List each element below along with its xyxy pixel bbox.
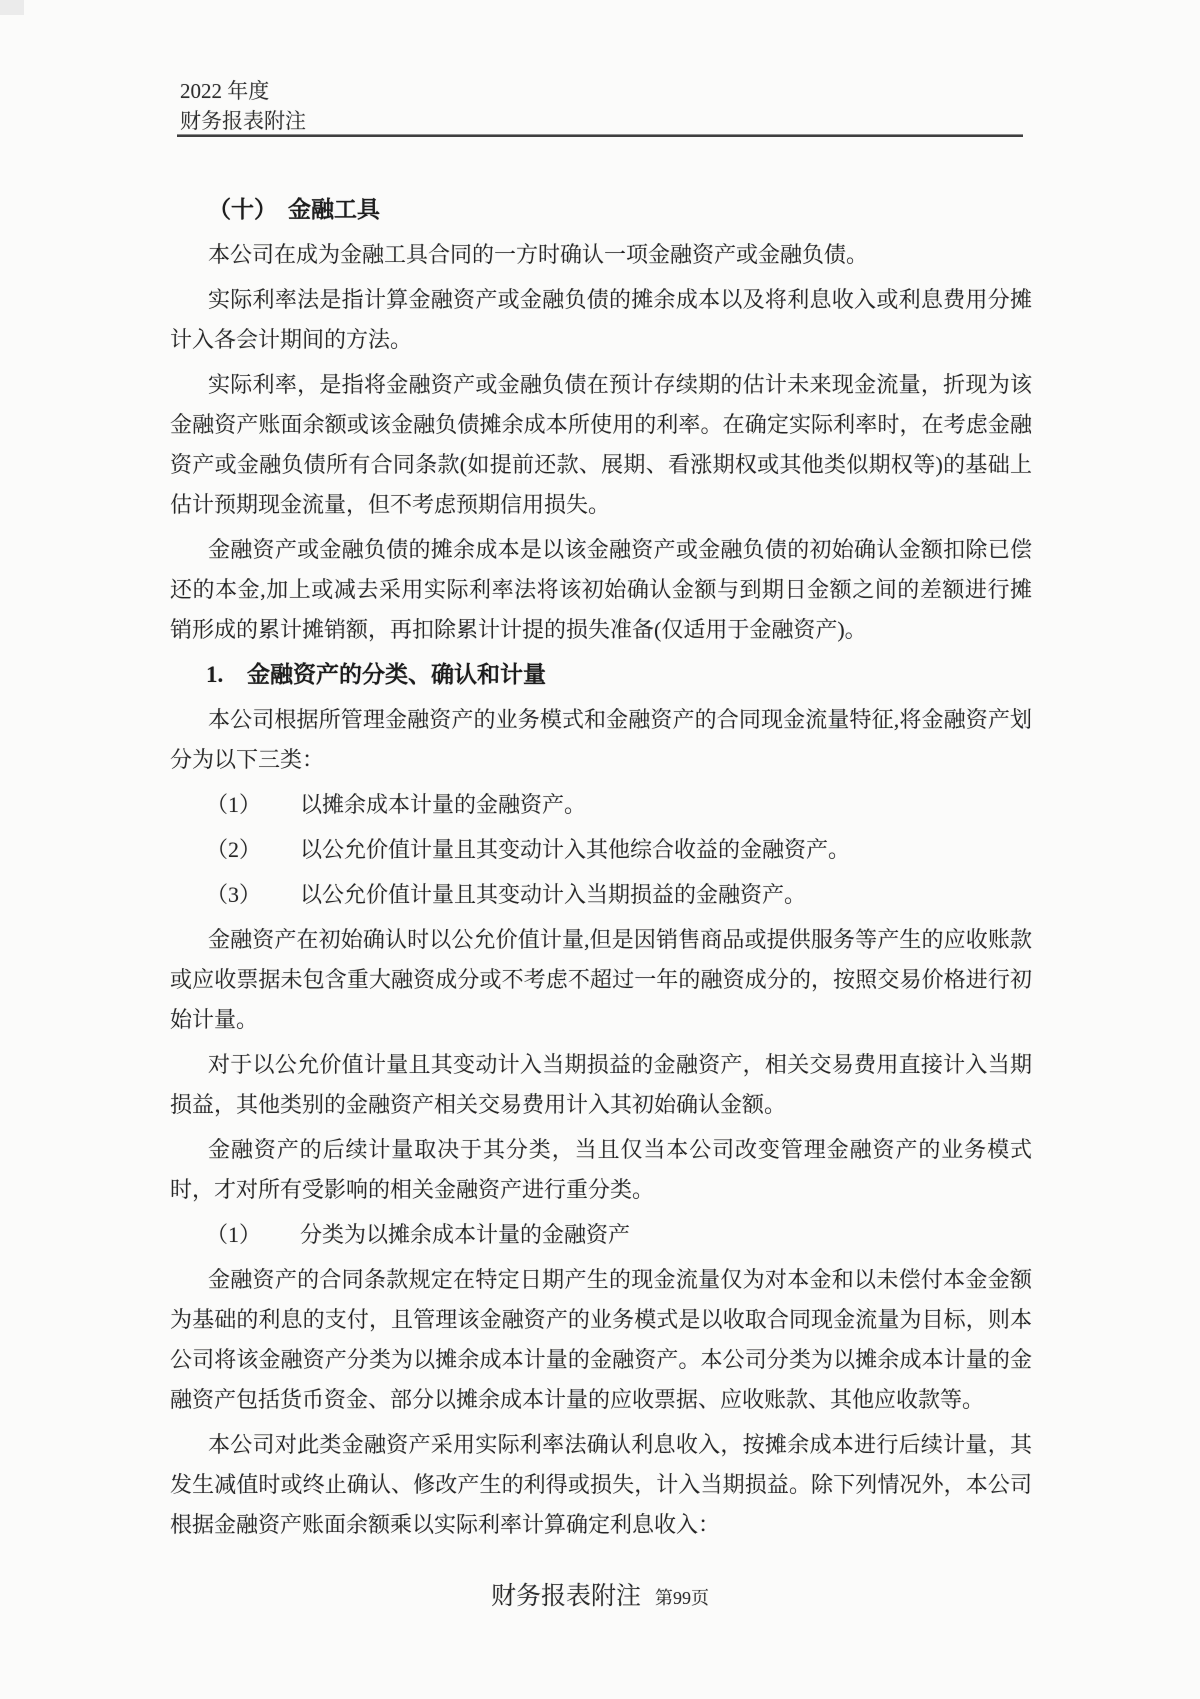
list-item-text: 以摊余成本计量的金融资产。 [300,792,587,817]
list-item [170,875,1032,915]
subheading-title: 金融资产的分类、确认和计量 [247,662,546,687]
paragraph: 金融资产的后续计量取决于其分类，当且仅当本公司改变管理金融资产的业务模式时，才对所有受影响的相关金融资产进行重分类。 [170,1137,1032,1202]
header-rule [177,134,1023,137]
list-item-marker: （3） [206,882,262,907]
list-item-marker: （1） [206,1222,262,1247]
subheading-number: 1. [206,662,224,687]
list-item-text: 分类为以摊余成本计量的金融资产 [300,1222,631,1247]
section-number: （十） [208,197,277,222]
paragraph: 对于以公允价值计量且其变动计入当期损益的金融资产，相关交易费用直接计入当期损益，其他类别的金融资产相关交易费用计入其初始确认金额。 [170,1052,1032,1117]
list-item-text: 以公允价值计量且其变动计入其他综合收益的金融资产。 [300,837,851,862]
header-doc-title: 财务报表附注 [180,109,306,133]
list-item [170,785,1032,825]
paragraph: 实际利率，是指将金融资产或金融负债在预计存续期的估计未来现金流量，折现为该金融资产账面余额或该金融负债摊余成本所使用的利率。在确定实际利率时，在考虑金融资产或金融负债所有合同条款(如提前还款、展期、看涨期权或其他类似期权等)的基础上估计预期现金流量，但不考虑预期信用损失。 [170,372,1032,517]
list-item-marker: （1） [206,792,262,817]
paragraph: 实际利率法是指计算金融资产或金融负债的摊余成本以及将利息收入或利息费用分摊计入各会计期间的方法。 [170,287,1032,352]
subheading [170,655,1032,695]
document-body [170,190,1032,1550]
section-heading [170,190,1032,230]
list-item-marker: （2） [206,837,262,862]
paragraph: 金融资产的合同条款规定在特定日期产生的现金流量仅为对本金和以未偿付本金金额为基础的利息的支付，且管理该金融资产的业务模式是以收取合同现金流量为目标，则本公司将该金融资产分类为以摊余成本计量的金融资产。本公司分类为以摊余成本计量的金融资产包括货币资金、部分以摊余成本计量的应收票据、应收账款、其他应收款等。 [170,1267,1032,1412]
paragraph: 金融资产或金融负债的摊余成本是以该金融资产或金融负债的初始确认金额扣除已偿还的本金,加上或减去采用实际利率法将该初始确认金额与到期日金额之间的差额进行摊销形成的累计摊销额，再扣除累计计提的损失准备(仅适用于金融资产)。 [170,537,1032,642]
list-item [170,1215,1032,1255]
paragraph: 金融资产在初始确认时以公允价值计量,但是因销售商品或提供服务等产生的应收账款或应收票据未包含重大融资成分或不考虑不超过一年的融资成分的，按照交易价格进行初始计量。 [170,927,1032,1032]
scan-artifact [0,0,24,15]
header-year: 2022 年度 [180,79,270,103]
paragraph: 本公司在成为金融工具合同的一方时确认一项金融资产或金融负债。 [208,242,869,267]
footer-page-number: 第99页 [655,1588,709,1608]
list-item-text: 以公允价值计量且其变动计入当期损益的金融资产。 [300,882,807,907]
footer-title: 财务报表附注 [490,1583,641,1610]
section-title: 金融工具 [288,197,380,222]
paragraph: 本公司根据所管理金融资产的业务模式和金融资产的合同现金流量特征,将金融资产划分为以下三类： [170,707,1032,772]
page-header [180,76,306,136]
paragraph: 本公司对此类金融资产采用实际利率法确认利息收入，按摊余成本进行后续计量，其发生减值时或终止确认、修改产生的利得或损失，计入当期损益。除下列情况外，本公司根据金融资产账面余额乘以实际利率计算确定利息收入： [170,1432,1032,1537]
list-item [170,830,1032,870]
page-footer [0,1576,1200,1612]
